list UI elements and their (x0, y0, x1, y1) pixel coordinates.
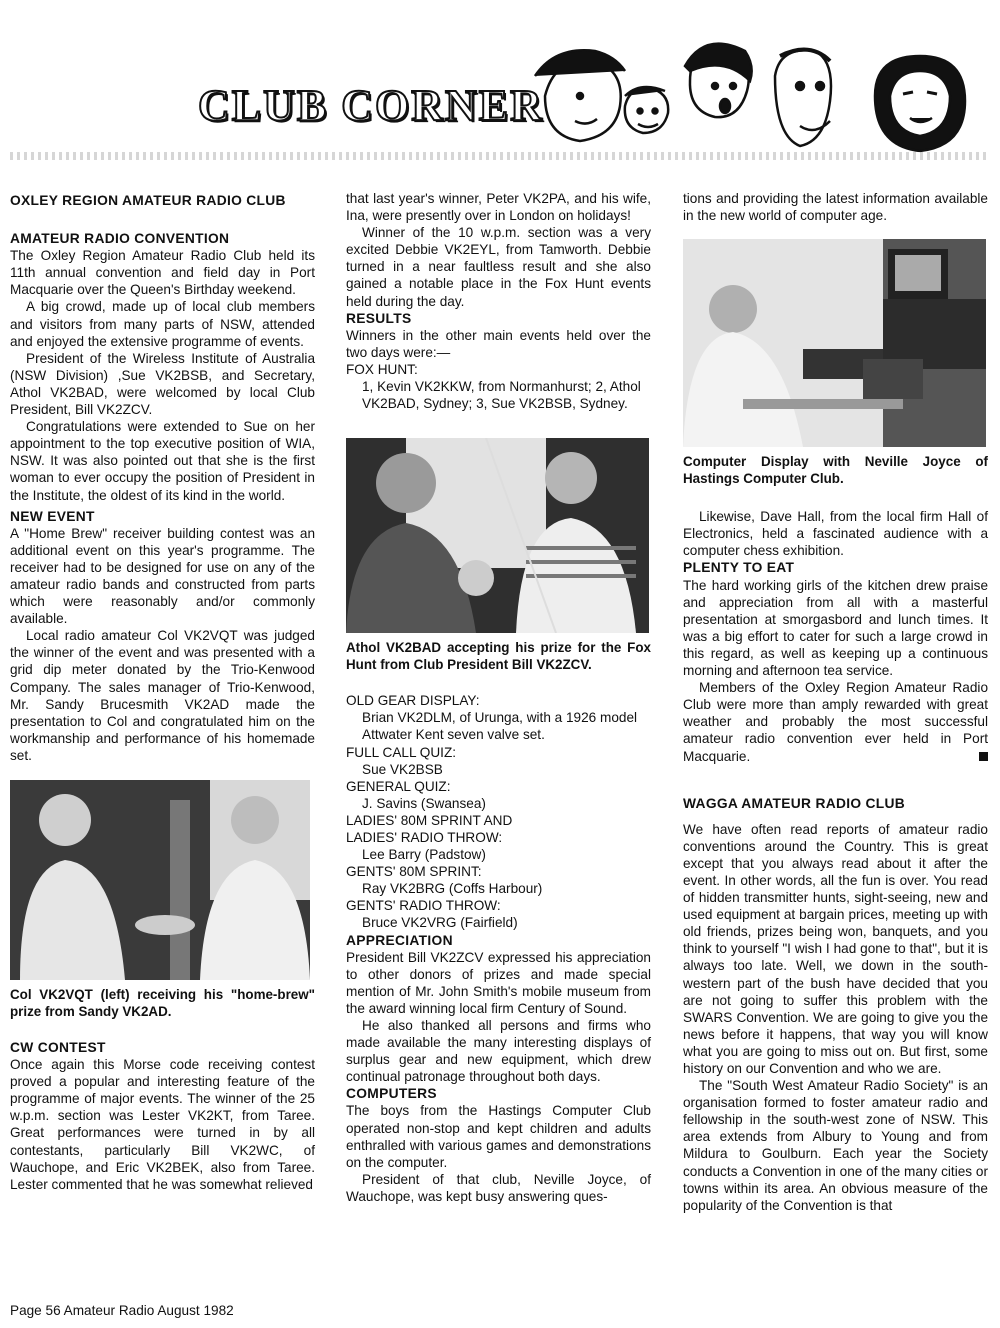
masthead (0, 0, 1000, 160)
club-heading: OXLEY REGION AMATEUR RADIO CLUB (10, 193, 286, 208)
results-list (346, 692, 651, 931)
photo-illustration (346, 438, 649, 633)
photo-illustration (683, 239, 986, 447)
paragraph: tions and providing the latest information available in the new world of computer age. (683, 191, 988, 224)
result-text: Sue VK2BSB (362, 761, 443, 777)
paragraph: Winner of the 10 w.p.m. section was a very excited Debbie VK2EYL, from Tamworth. Debbie turned in a near faultless result and she also gained a notable place in the Fox Hunt events held during the day. (346, 225, 651, 309)
paragraph: Local radio amateur Col VK2VQT was judged the winner of the event and was presented with a grid dip meter donated by the Trio-Kenwood Company. The sales manager of Trio-Kenwood, Mr. Sandy Brucesmith VK2AD made the presentation to Col and congratulated him on the workmanship and performance of his homemade set. (10, 628, 315, 763)
fox-hunt-result (346, 361, 651, 412)
photo-illustration (10, 780, 310, 980)
paragraph (683, 679, 988, 764)
paragraph: Likewise, Dave Hall, from the local firm Hall of Electronics, held a fascinated audience with a computer chess exhibition. (683, 509, 988, 559)
result-label: LADIES' 80M SPRINT AND (346, 812, 513, 828)
masthead-rule (10, 152, 988, 160)
photo-caption: Col VK2VQT (left) receiving his "home-brew" prize from Sandy VK2AD. (10, 987, 315, 1019)
result-label: FULL CALL QUIZ: (346, 744, 457, 760)
section-heading: AMATEUR RADIO CONVENTION (10, 231, 230, 247)
section-heading: APPRECIATION (346, 932, 453, 948)
paragraph: The Oxley Region Amateur Radio Club held its 11th annual convention and field day in Port Macquarie over the Queen's Birthday weekend. (10, 248, 315, 298)
result-label: GENTS' RADIO THROW: (346, 898, 501, 914)
paragraph: The "South West Amateur Radio Society" is an organisation formed to foster amateur radio and fellowship in the south-west zone of NSW. This area extends from Albury to Young and from Mildura to Goulburn. Each year the Society conducts a Convention in one of the many cities or towns within its area. An obvious measure of the popularity of the Convention is that (683, 1078, 988, 1213)
paragraph: President of the Wireless Institute of Australia (NSW Division) ,Sue VK2BSB, and Secretary, Athol VK2BAD, were welcomed by local Club President, Bill VK2ZCV. (10, 350, 315, 418)
paragraph-text: Members of the Oxley Region Amateur Radio Club were more than amply rewarded with great weather and probably the most successful amateur radio convention ever held in Port Macquarie. (683, 680, 988, 764)
section-heading: CW CONTEST (10, 1040, 106, 1055)
paragraph: A big crowd, made up of local club members and visitors from many parts of NSW, attended and enjoyed the extensive programme of events. (10, 299, 315, 349)
paragraph: President of that club, Neville Joyce, of Wauchope, was kept busy answering ques- (346, 1171, 651, 1204)
result-label: GENTS' 80M SPRINT: (346, 864, 482, 880)
page-footer: Page 56 Amateur Radio August 1982 (10, 1303, 234, 1318)
paragraph: We have often read reports of amateur radio conventions around the Country. This is great except that you always read about it after the event. In other words, all the fun is over. You read of hidden transmitter hunts, sight-seeing, new and used equipment at bargain prices, meeting up with old friends, prizes being won, banquets, and you think to yourself "I wish I had gone to that", but it is always too late. Well, we down in the south-western part of the bush have decided that you are not going to suffer this problem with the SWARS Convention. We are going to give you the news before it happens, that way you will know what you are going to miss out on. But first, some history on our Convention and who we are. (683, 821, 988, 1076)
result-label: GENERAL QUIZ: (346, 778, 451, 794)
photo-caption: Athol VK2BAD accepting his prize for the Fox Hunt from Club President Bill VK2ZCV. (346, 640, 651, 673)
result-text: Brian VK2DLM, of Urunga, with a 1926 model Attwater Kent seven valve set. (362, 710, 638, 743)
result-text: 1, Kevin VK2KKW, from Normanhurst; 2, Athol VK2BAD, Sydney; 3, Sue VK2BSB, Sydney. (362, 379, 641, 412)
paragraph: He also thanked all persons and firms who made available the many interesting displays of surplus gear and new equipment, which drew continual patronage throughout both days. (346, 1018, 651, 1085)
paragraph: President Bill VK2ZCV expressed his appreciation to other donors of prizes and made special mention of Mr. John Smith's mobile museum from the award winning local firm Century of Sound. (346, 949, 651, 1016)
end-of-article-mark (979, 752, 988, 761)
paragraph: A "Home Brew" receiver building contest was an additional event on this year's programme. The receiver had to be designed for use on any of the amateur radio bands and constructed from parts which were reasonably and/or commonly available. (10, 525, 315, 627)
photo-prize-presentation (10, 780, 310, 980)
paragraph: Once again this Morse code receiving contest proved a popular and interesting feature of the programme of major events. The winner of the 25 w.p.m. section was Lester VK2KT, from Taree. Great performances were turned in by all contestants, particularly Bill VK2WC, of Wauchope, and Eric VK2BEK, also from Taree. Lester commented that he was somewhat relieved (10, 1057, 315, 1192)
paragraph: that last year's winner, Peter VK2PA, and his wife, Ina, were presently over in London on holidays! (346, 191, 651, 224)
section-heading: PLENTY TO EAT (683, 560, 795, 576)
result-text: J. Savins (Swansea) (362, 795, 486, 811)
section-heading: NEW EVENT (10, 508, 95, 524)
result-label: OLD GEAR DISPLAY: (346, 693, 480, 709)
paragraph: Winners in the other main events held over the two days were:— (346, 327, 651, 360)
paragraph: The hard working girls of the kitchen drew praise and appreciation from all with a masterful presentation at smorgasbord and lunch times. It was a big effort to cater for such a large crowd in this regard, as well as keeping up a continuous morning and afternoon tea service. (683, 577, 988, 679)
result-text: Ray VK2BRG (Coffs Harbour) (362, 881, 543, 897)
photo-fox-hunt-prize (346, 438, 649, 633)
photo-caption: Computer Display with Neville Joyce of Hastings Computer Club. (683, 454, 988, 487)
page-title: CLUB CORNER (198, 81, 544, 130)
result-label: FOX HUNT: (346, 361, 418, 377)
paragraph: Congratulations were extended to Sue on her appointment to the top executive position of WIA, NSW. It was also pointed out that she is the first woman to ever occupy the position of President in the Institute, the oldest of its kind in the world. (10, 419, 315, 503)
section-heading: RESULTS (346, 310, 412, 326)
section-heading: COMPUTERS (346, 1086, 437, 1102)
result-label: LADIES' RADIO THROW: (346, 829, 503, 845)
result-text: Lee Barry (Padstow) (362, 847, 486, 863)
column-1 (10, 190, 315, 1193)
photo-computer-display (683, 239, 986, 447)
cartoon-faces-illustration (525, 36, 995, 160)
result-text: Bruce VK2VRG (Fairfield) (362, 915, 518, 931)
column-2 (346, 190, 651, 1205)
column-3 (683, 190, 988, 1214)
paragraph: The boys from the Hastings Computer Club operated non-stop and kept children and adults enthralled with various games and demonstrations on the computer. (346, 1103, 651, 1170)
section-heading: WAGGA AMATEUR RADIO CLUB (683, 795, 906, 811)
